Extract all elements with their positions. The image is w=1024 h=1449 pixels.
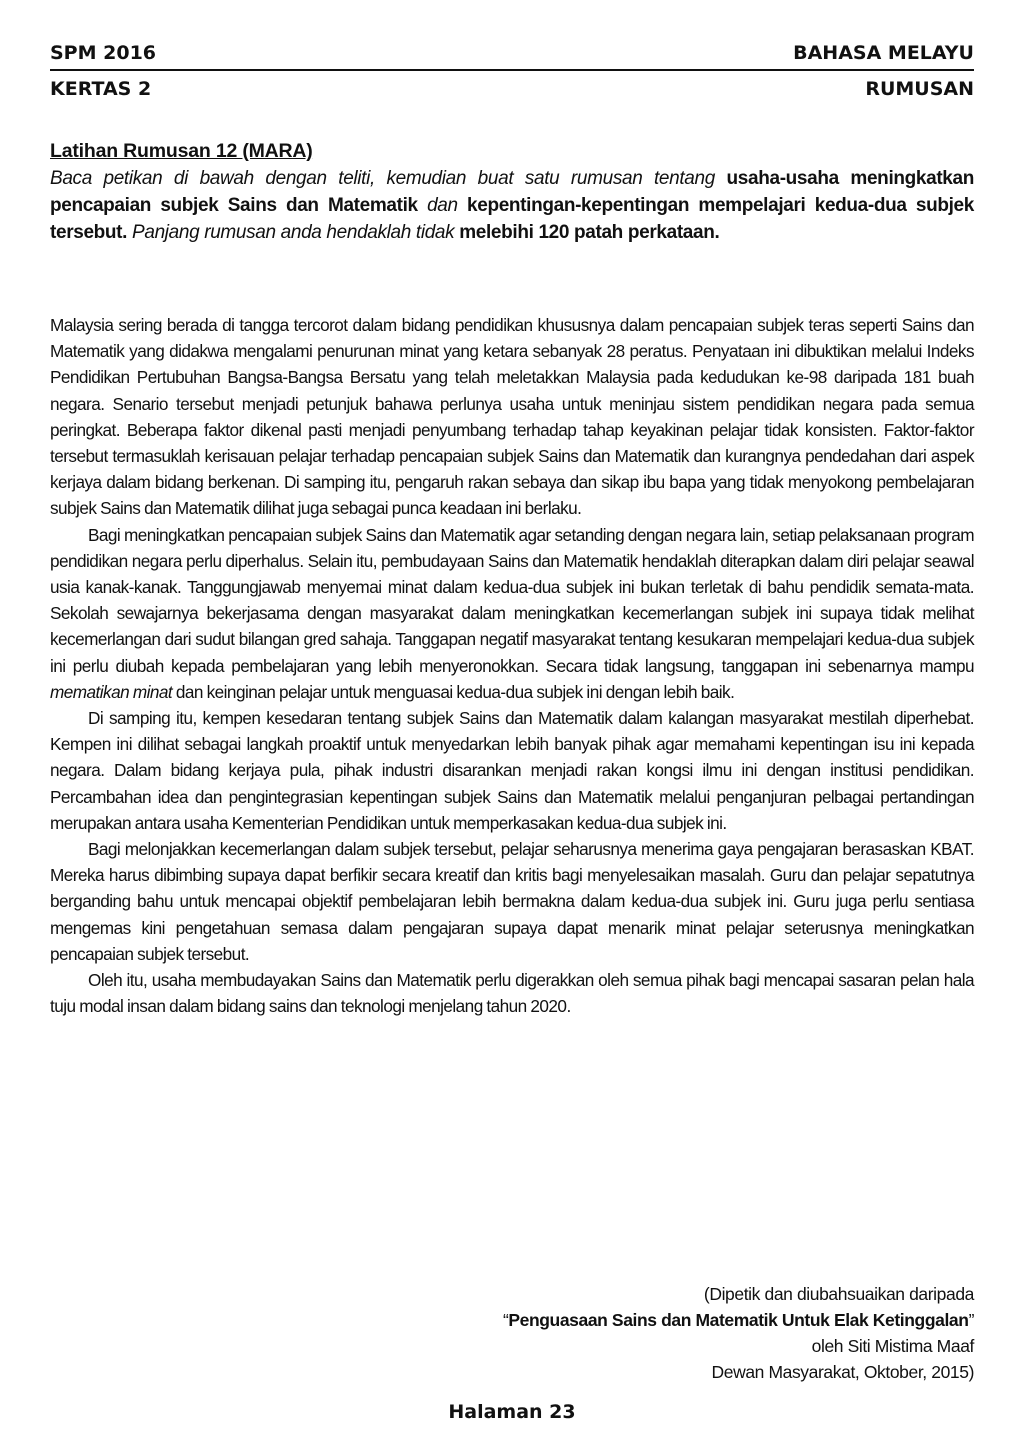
passage-paragraph-2-text-end: dan keinginan pelajar untuk menguasai kedua-dua subjek ini dengan lebih baik.	[175, 681, 735, 702]
page-header-top	[50, 41, 974, 65]
passage-paragraph-2-text: Bagi meningkatkan pencapaian subjek Sains dan Matematik agar setanding dengan negara lain, setiap pelaksanaan program pendidikan negara perlu diperhalus. Selain itu, pembudayaan Sains dan Matematik hendaklah diterapkan dalam diri pelajar seawal usia kanak-kanak. Tanggungjawab menyemai minat dalam kedua-dua subjek ini bukan terletak di bahu pendidik semata-mata. Sekolah sewajarnya bekerjasama dengan masyarakat dalam meningkatkan kecemerlangan subjek ini supaya tidak melihat kecemerlangan dari sudut bilangan gred sahaja. Tanggapan negatif masyarakat tentang kesukaran mempelajari kedua-dua subjek ini perlu diubah kepada pembelajaran yang lebih menyeronokkan. Secara tidak langsung, tanggapan ini sebenarnya mampu	[50, 524, 974, 676]
citation-article-title: Penguasaan Sains dan Matematik Untuk Elak Ketinggalan	[508, 1310, 969, 1330]
header-divider	[50, 69, 974, 71]
source-citation	[274, 1281, 974, 1385]
document-page	[50, 0, 974, 1449]
section-label: RUMUSAN	[865, 78, 974, 100]
passage-paragraph-1: Malaysia sering berada di tangga tercorot dalam bidang pendidikan khususnya dalam pencapaian subjek teras seperti Sains dan Matematik yang didakwa mengalami penurunan minat yang ketara sebanyak 28 peratus. Penyataan ini dibuktikan melalui Indeks Pendidikan Pertubuhan Bangsa-Bangsa Bersatu yang telah meletakkan Malaysia pada kedudukan ke-98 daripada 181 buah negara. Senario tersebut menjadi petunjuk bahawa perlunya usaha untuk meninjau sistem pendidikan negara pada semua peringkat. Beberapa faktor dikenal pasti menjadi penyumbang terhadap tahap keyakinan pelajar tidak konsisten. Faktor-faktor tersebut termasuklah kerisauan pelajar terhadap pencapaian subjek Sains dan Matematik dan kurangnya pendedahan dari aspek kerjaya dalam bidang berkenan. Di samping itu, pengaruh rakan sebaya dan sikap ibu bapa yang tidak menyokong pembelajaran subjek Sains dan Matematik dilihat juga sebagai punca keadaan ini berlaku.	[50, 315, 974, 519]
instruction-conjunction: dan	[427, 195, 458, 216]
passage	[50, 312, 974, 1019]
instruction-text-2: Panjang rumusan anda hendaklah tidak	[132, 222, 455, 243]
page-number: Halaman 23	[448, 1401, 576, 1423]
passage-paragraph-3: Di samping itu, kempen kesedaran tentang subjek Sains dan Matematik dalam kalangan masyarakat mestilah diperhebat. Kempen ini dilihat sebagai langkah proaktif untuk menyedarkan lebih banyak pihak agar memahami kepentingan isu ini kepada negara. Dalam bidang kerjaya pula, pihak industri disarankan menjadi rakan kongsi ilmu ini dengan institusi pendidikan. Percambahan idea dan pengintegrasian kepentingan subjek Sains dan Matematik melalui penganjuran pelbagai pertandingan merupakan antara usaha Kementerian Pendidikan untuk memperkasakan kedua-dua subjek ini.	[50, 708, 974, 833]
citation-publication: Dewan Masyarakat, Oktober, 2015)	[711, 1362, 974, 1382]
citation-line-2	[274, 1307, 974, 1333]
subject-label: BAHASA MELAYU	[793, 42, 974, 64]
page-header-bottom	[50, 77, 974, 101]
instruction-topic-1: usaha-usaha meningkatkan pencapaian subjek Sains dan Matematik	[50, 168, 974, 216]
citation-line-1: (Dipetik dan diubahsuaikan daripada	[703, 1284, 974, 1304]
citation-close-quote: ”	[968, 1310, 974, 1330]
instruction-word-limit: melebihi 120 patah perkataan.	[459, 222, 720, 243]
instruction-topic-2: kepentingan-kepentingan mempelajari kedua-dua subjek tersebut.	[50, 195, 974, 243]
passage-paragraph-4: Bagi melonjakkan kecemerlangan dalam subjek tersebut, pelajar seharusnya menerima gaya pengajaran berasaskan KBAT. Mereka harus dibimbing supaya dapat berfikir secara kreatif dan kritis bagi menyelesaikan masalah. Guru dan pelajar sepatutnya berganding bahu untuk mencapai objektif pembelajaran lebih bermakna dalam kedua-dua subjek ini. Guru juga perlu sentiasa mengemas kini pengetahuan semasa dalam pengajaran supaya dapat menarik minat pelajar seterusnya meningkatkan pencapaian subjek tersebut.	[50, 839, 974, 964]
passage-paragraph-5: Oleh itu, usaha membudayakan Sains dan Matematik perlu digerakkan oleh semua pihak bagi mencapai sasaran pelan hala tuju modal insan dalam bidang sains dan teknologi menjelang tahun 2020.	[50, 970, 974, 1017]
citation-open-quote: “	[502, 1310, 509, 1330]
citation-author: oleh Siti Mistima Maaf	[811, 1336, 974, 1356]
paper-label: KERTAS 2	[50, 78, 152, 100]
passage-emphasis: mematikan minat	[50, 681, 173, 702]
exam-label: SPM 2016	[50, 42, 157, 64]
passage-paragraph-2	[50, 522, 974, 705]
exercise-title: Latihan Rumusan 12 (MARA)	[50, 140, 313, 162]
instruction	[50, 165, 974, 246]
instruction-text-1: Baca petikan di bawah dengan teliti, kemudian buat satu rumusan tentang	[50, 168, 715, 189]
